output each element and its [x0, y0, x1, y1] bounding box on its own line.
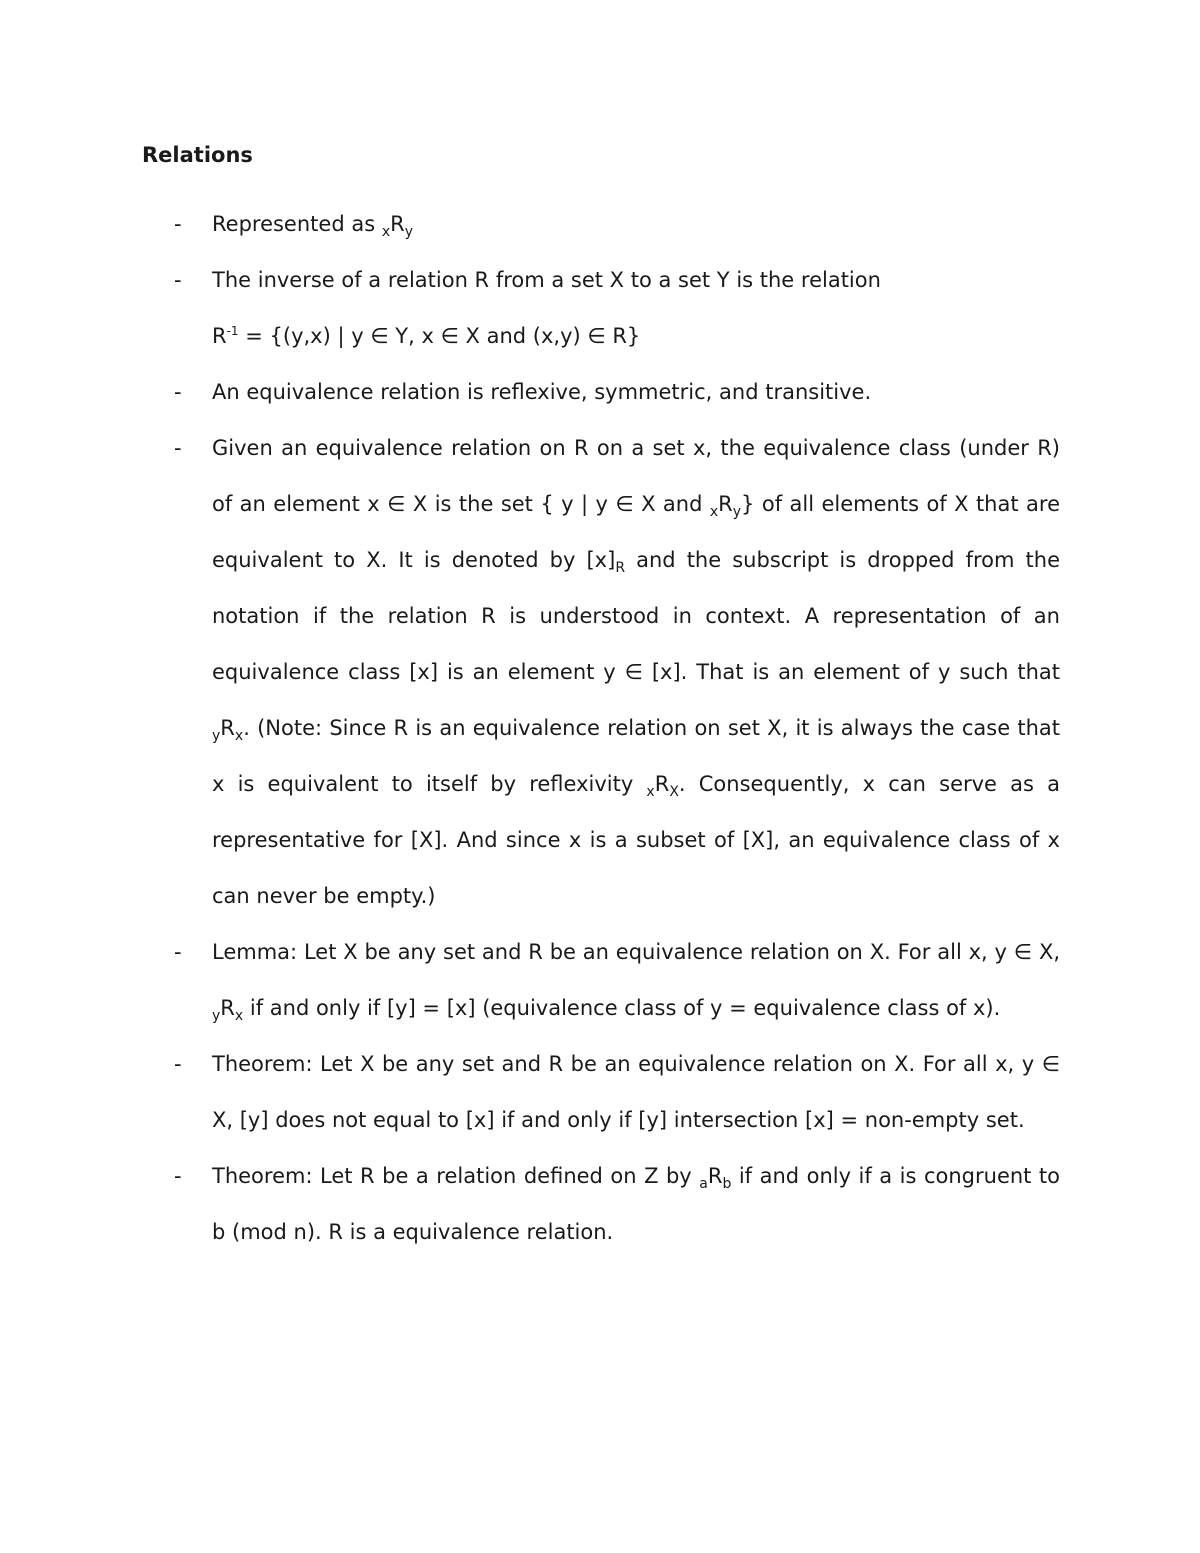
- inverse-formula: $R^{-1} = \{(y,x)$ | y ∈ Y, x ∈ X and (x,y) ∈ R}: [212, 324, 641, 348]
- document-page: [142, 140, 1060, 1260]
- list-item: [142, 420, 1060, 924]
- bullet-dash: -: [174, 1164, 182, 1188]
- item-text: Given an equivalence relation on R on a set x, the equivalence class (under R) of an element x ∈ X is the set { y | y ∈ X and $_xR_y$} of all elements of X that are equivalent to X. It is denoted by $[x]_R$ and the subscript is dropped from the notation if the relation R is understood in context. A representation of an equivalence class [x] is an element y ∈ [x]. That is an element of y such that $_yR_x$. (Note: Since R is an equivalence relation on set X, it is always the case that x is equivalent to itself by reflexivity $_xR_X$. Consequently, x can serve as a representative for [X]. And since x is a subset of [X], an equivalence class of x can never be empty.): [212, 436, 1060, 908]
- item-text: Lemma: Let X be any set and R be an equivalence relation on X. For all x, y ∈ X, $_yR_x$ if and only if [y] = [x] (equivalence class of y = equivalence class of x).: [212, 940, 1060, 1024]
- bullet-dash: -: [174, 436, 182, 460]
- list-item: [142, 196, 1060, 252]
- bullet-dash: -: [174, 212, 182, 236]
- item-text: The inverse of a relation R from a set X to a set Y is the relation $R^{-1} = \{(y,x)$ | y ∈ Y, x ∈ X and (x,y) ∈ R}: [212, 252, 1060, 364]
- bullet-list: [142, 196, 1060, 1260]
- item-text: Theorem: Let R be a relation defined on Z by $_aR_b$ if and only if a is congruent to b (mod n). R is a equivalence relation.: [212, 1164, 1061, 1244]
- bullet-dash: -: [174, 268, 182, 292]
- item-text: Represented as $_xR_y$: [212, 212, 413, 240]
- bullet-dash: -: [174, 380, 182, 404]
- item-text: An equivalence relation is reflexive, symmetric, and transitive.: [212, 380, 872, 404]
- bullet-dash: -: [174, 1052, 182, 1076]
- list-item: [142, 364, 1060, 420]
- list-item: [142, 252, 1060, 364]
- page-title: Relations: [142, 143, 253, 167]
- item-text: Theorem: Let X be any set and R be an equivalence relation on X. For all x, y ∈ X, [y] does not equal to [x] if and only if [y] intersection [x] = non-empty set.: [212, 1052, 1060, 1132]
- list-item: [142, 1148, 1060, 1260]
- list-item: [142, 924, 1060, 1036]
- list-item: [142, 1036, 1060, 1148]
- bullet-dash: -: [174, 940, 182, 964]
